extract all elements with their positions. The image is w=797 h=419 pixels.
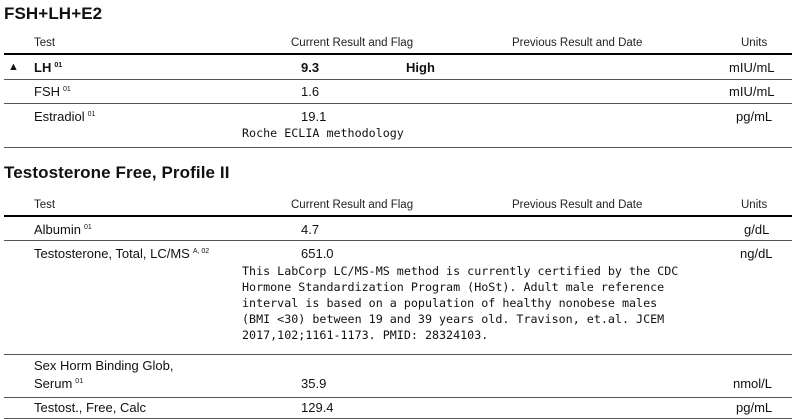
units: g/dL xyxy=(744,222,770,237)
table-row xyxy=(4,398,792,419)
table-row xyxy=(4,80,792,104)
units: ng/dL xyxy=(740,246,773,261)
result-flag: High xyxy=(406,60,435,75)
test-name: Testost., Free, Calc xyxy=(34,400,146,415)
header-units: Units xyxy=(741,199,768,211)
test-name-line1: Sex Horm Binding Glob, xyxy=(34,358,174,373)
result-value: 129.4 xyxy=(301,400,334,415)
section-title-fsh-lh-e2: FSH+LH+E2 xyxy=(4,4,103,23)
result-note-line: This LabCorp LC/MS-MS method is currently certified by the CDC xyxy=(242,264,679,278)
test-name: LH $^{01}$ xyxy=(34,60,63,75)
units: pg/mL xyxy=(736,400,773,415)
result-note-line: interval is based on a population of healthy nonobese males xyxy=(242,296,658,310)
units: pg/mL xyxy=(736,109,773,124)
header-current: Current Result and Flag xyxy=(291,37,414,49)
units: mIU/mL xyxy=(729,60,775,75)
result-value: 9.3 xyxy=(301,60,320,75)
test-name: Albumin $^{01}$ xyxy=(34,222,92,237)
table-row xyxy=(4,218,792,241)
result-value: 35.9 xyxy=(301,376,327,391)
result-value: 651.0 xyxy=(301,246,334,261)
units: mIU/mL xyxy=(729,84,775,99)
result-value: 19.1 xyxy=(301,109,327,124)
units: nmol/L xyxy=(733,376,773,391)
test-name: FSH $^{01}$ xyxy=(34,84,71,99)
header-test: Test xyxy=(34,37,56,49)
result-value: 1.6 xyxy=(301,84,320,99)
section-title-testosterone: Testosterone Free, Profile II xyxy=(4,163,230,182)
flag-high-icon: ▲ xyxy=(8,61,19,73)
table-header xyxy=(4,198,792,217)
test-name: Testosterone, Total, LC/MS $^{A, 02}$ xyxy=(34,246,210,261)
table-row xyxy=(4,104,792,148)
header-previous: Previous Result and Date xyxy=(512,199,643,211)
header-current: Current Result and Flag xyxy=(291,199,414,211)
header-test: Test xyxy=(34,199,56,211)
header-units: Units xyxy=(741,37,768,49)
result-value: 4.7 xyxy=(301,222,320,237)
table-row xyxy=(4,241,792,355)
test-name-line2: Serum $^{01}$ xyxy=(34,376,84,391)
table-header xyxy=(4,36,792,55)
header-previous: Previous Result and Date xyxy=(512,37,643,49)
result-note-line: Hormone Standardization Program (HoSt). Adult male reference xyxy=(242,280,665,294)
test-name: Estradiol $^{01}$ xyxy=(34,109,96,124)
result-note: Roche ECLIA methodology xyxy=(242,126,404,140)
table-row xyxy=(4,56,792,80)
result-note-line: 2017,102;1161-1173. PMID: 28324103. xyxy=(242,328,489,342)
table-row xyxy=(4,355,792,398)
result-note-line: (BMI <30) between 19 and 39 years old. Travison, et.al. JCEM xyxy=(242,312,665,326)
